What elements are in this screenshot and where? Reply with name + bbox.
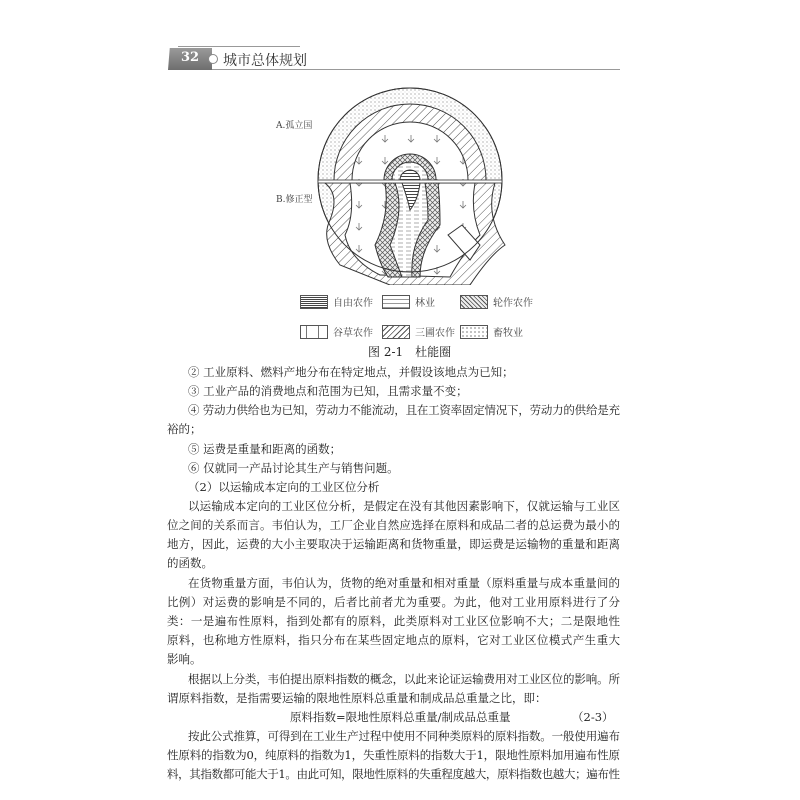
text-line: ⑥ 仅就同一产品讨论其生产与销售问题。 xyxy=(188,461,399,475)
legend-swatch-icon xyxy=(300,295,328,309)
text-line: 类：一是遍布性原料，指到处都有的原料，此类原料对工业区位影响不大；二是限地性 xyxy=(167,614,621,628)
text-line: ③ 工业产品的消费地点和范围为已知，且需求量不变； xyxy=(188,384,468,398)
page-number: 32 xyxy=(181,50,200,65)
text-line: 的函数。 xyxy=(167,556,213,570)
book-title: 城市总体规划 xyxy=(223,53,307,69)
text-line: 性原料的指数为0，纯原料的指数为1，失重性原料的指数大于1，限地性原料加用遍布性原 xyxy=(167,748,620,762)
header-rule xyxy=(212,69,620,70)
legend-label: 轮作农作 xyxy=(493,298,533,309)
legend-label: 三圃农作 xyxy=(415,328,455,339)
text-line: 位之间的关系而言。韦伯认为，工厂企业自然应选择在原料和成品二者的总运费为最小的 xyxy=(167,518,621,532)
header-rule-top xyxy=(178,46,300,47)
legend-item xyxy=(460,294,533,309)
label-isolated-state: A.孤立国 xyxy=(276,121,313,131)
section-heading: （2）以运输成本定向的工业区位分析 xyxy=(188,480,380,494)
text-line: ④ 劳动力供给也为已知，劳动力不能流动，且在工资率固定情况下，劳动力的供给是充 xyxy=(188,403,620,417)
legend-swatch-icon xyxy=(382,325,410,339)
formula: 原料指数=限地性原料总重量/制成品总重量 xyxy=(290,710,511,724)
legend-swatch-icon xyxy=(460,295,488,309)
legend-item xyxy=(382,294,435,309)
text-line: ⑤ 运费是重量和距离的函数； xyxy=(188,442,342,456)
legend-swatch-icon xyxy=(300,325,328,339)
legend-swatch-icon xyxy=(460,325,488,339)
legend-item xyxy=(382,324,455,339)
legend-label: 自由农作 xyxy=(333,298,373,309)
text-line: ② 工业原料、燃料产地分布在特定地点，并假设该地点为已知； xyxy=(188,365,514,379)
legend-item xyxy=(300,324,373,339)
text-line: 根据以上分类，韦伯提出原料指数的概念，以此来论证运输费用对工业区位的影响。所 xyxy=(188,672,620,686)
text-line: 料，其指数都可能大于1。由此可知，限地性原料的失重程度越大，原料指数也越大；遍布性 xyxy=(167,767,620,781)
text-line: 以运输成本定向的工业区位分析，是假定在没有其他因素影响下，仅就运输与工业区 xyxy=(188,499,621,513)
text-line: 影响。 xyxy=(167,652,202,666)
legend-label: 谷草农作 xyxy=(333,328,373,339)
text-line: 比例）对运费的影响是不同的，后者比前者尤为重要。为此，他对工业用原料进行了分 xyxy=(167,595,621,609)
text-line: 裕的； xyxy=(167,422,202,436)
thunen-rings-diagram xyxy=(270,85,530,285)
text-line: 按此公式推算，可得到在工业生产过程中使用不同种类原料的原料指数。一般使用遍布 xyxy=(188,729,620,743)
legend-swatch-icon xyxy=(382,295,410,309)
label-modified: B.修正型 xyxy=(276,195,313,205)
legend-label: 畜牧业 xyxy=(493,328,523,339)
legend-item xyxy=(300,294,373,309)
text-line: 在货物重量方面，韦伯认为，货物的绝对重量和相对重量（原料重量与成本重量间的 xyxy=(188,576,621,590)
legend-item xyxy=(460,324,523,339)
legend-label: 林业 xyxy=(415,298,435,309)
text-line: 原料，也称地方性原料，指只分布在某些固定地点的原料，它对工业区位模式产生重大 xyxy=(167,633,621,647)
bullet-icon xyxy=(208,54,218,64)
text-line: 地方，因此，运费的大小主要取决于运输距离和货物重量，即运费是运输物的重量和距离 xyxy=(167,537,621,551)
text-line: 谓原料指数，是指需要运输的限地性原料总重量和制成品总重量之比，即： xyxy=(167,691,547,705)
formula-number: （2-3） xyxy=(572,710,614,724)
figure-caption: 图 2-1 杜能圈 xyxy=(368,345,452,359)
